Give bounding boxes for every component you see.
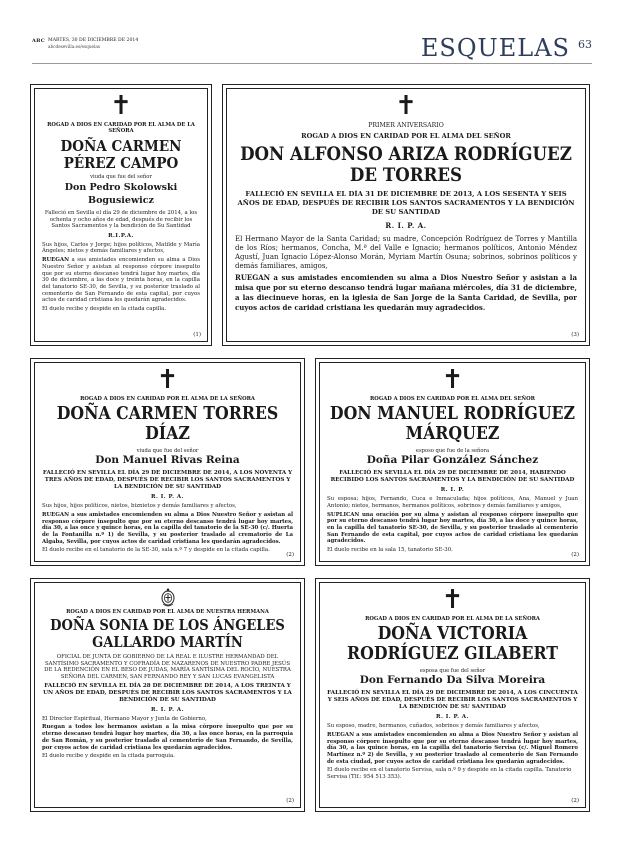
obituary-card [315,578,590,812]
request-text [42,724,293,751]
section-url[interactable]: abcdesevilla.es/esquelas [48,44,101,49]
obituary-card [30,84,212,346]
obituary-inner-frame [226,88,586,342]
spouse-name: Don Fernando Da Silva Moreira [359,674,546,687]
death-notice: FALLECIÓ EN SEVILLA EL DÍA 28 DE DICIEMBRE DE 2014, A LOS TREINTA Y UN AÑOS DE EDAD, DESPUÉS DE RECIBIR LOS SANTOS SACRAMENTOS Y LA BENDICIÓN DE SU SANTIDAD [43,682,292,703]
obituary-card [30,578,305,812]
page-number: 63 [578,38,592,51]
header-rule [32,63,592,64]
issue-date: MARTES, 30 DE DICIEMBRE DE 2014 [48,38,139,43]
deceased-name: DOÑA CARMEN TORRES DÍAZ [56,404,279,444]
spouse-name: Don Manuel Rivas Reina [95,454,240,467]
deceased-name: DOÑA VICTORIA RODRÍGUEZ GILABERT [347,624,558,664]
mourning-note: El duelo recibe y despide en la citada capilla. [42,306,167,313]
notice-ref: (2) [571,798,579,804]
death-notice: FALLECIÓ EN SEVILLA EL DÍA 29 DE DICIEMBRE DE 2014, A LOS NOVENTA Y TRES AÑOS DE EDAD, DESPUÉS DE RECIBIR LOS SANTOS SACRAMENTOS Y LA BENDICIÓN DE SU SANTIDAD [42,470,293,491]
obituary-inner-frame [34,88,208,342]
cross-icon: ✝ [441,585,464,615]
deceased-name: DOÑA SONIA DE LOS ÁNGELES GALLARDO MARTÍN [50,617,285,651]
brand-logo: ABC [32,38,46,44]
death-notice: FALLECIÓ EN SEVILLA EL DÍA 29 DE DICIEMBRE DE 2014, HABIENDO RECIBIDO LOS SANTOS SACRAMENTOS Y LA BENDICIÓN DE SU SANTIDAD [330,470,575,484]
mourning-note: El duelo recibe en el tanatorio Servisa, sala n.º 9 y despide en la citada capilla. Tanatorio Servisa (Tlf.: 954 513 353). [327,767,572,781]
mourning-note: El duelo recibe en la sala 15, tanatorio SE-30. [327,547,453,554]
notice-ref: (3) [571,332,579,338]
prayer-line: ROGAD A DIOS EN CARIDAD POR EL ALMA DE LA SEÑORA [47,122,195,135]
deceased-name: DON ALFONSO ARIZA RODRÍGUEZ DE TORRES [240,144,572,186]
family-text: Su esposa; hijos, Fernando, Cuca e Inmaculada; hijos políticos, Ana, Manuel y Juan Antonio; nietos, hermanos, hermanos políticos, sobrinos y demás familiares y amigos, [327,496,578,509]
request-verb: SUPLICAN [327,511,360,518]
request-body: a sus amistades encomienden su alma a Dios Nuestro Señor y asistan al responso córpore insepulto que por su eterno descanso tendrá lugar hoy martes, día 30, a las quince horas, en la capilla del tanatorio Servisa (c/. Miguel Romero Martínez n.º 2) de Sevilla, y su posterior traslado al cementerio de San Fernando de esta ciudad, por cuyos actos de caridad cristiana les quedarán agradecidos. [327,731,578,765]
request-verb: RUEGAN [42,511,70,518]
request-verb: RUEGAN [235,273,271,283]
death-notice: FALLECIÓ EN SEVILLA EL DÍA 29 DE DICIEMBRE DE 2014, A LOS CINCUENTA Y SEIS AÑOS DE EDAD, DESPUÉS DE RECIBIR LOS SANTOS SACRAMENTOS Y LA BENDICIÓN DE SU SANTIDAD [327,690,578,711]
office-text: OFICIAL DE JUNTA DE GOBIERNO DE LA REAL E ILUSTRE HERMANDAD DEL SANTÍSIMO SACRAMENTO Y COFRADÍA DE NAZARENOS DE NUESTRO PADRE JESÚS DE LA REDENCIÓN EN EL BESO DE JUDAS, MARÍA SANTÍSIMA DEL ROCÍO, NUESTRA SEÑORA DEL CARMEN, SAN FERNANDO REY Y SAN LUCAS EVANGELISTA [44,653,291,680]
prayer-line: ROGAD A DIOS EN CARIDAD POR EL ALMA DE NUESTRA HERMANA [66,609,269,615]
request-body: a sus amistades encomienden su alma a Dios Nuestro Señor y asistan al responso córpore insepulto que por su eterno descanso tendrá lugar hoy martes, día 30 de diciembre, a las doce y treinta horas, en la capilla del tanatorio SE-30, de Sevilla, y su posterior traslado al cementerio de San Fernando de esta capital, por cuyos actos de caridad cristiana les quedarán agradecidos. [42,257,200,304]
notice-ref: (2) [286,552,294,558]
request-text [235,273,577,313]
request-text [327,512,578,546]
request-verb: RUEGAN [327,731,355,738]
brotherhood-emblem-icon [160,587,176,607]
obituary-inner-frame [319,362,586,562]
cross-icon: ✝ [441,365,464,395]
rip-line: R. I. P. A. [436,714,469,721]
obituary-inner-frame [319,582,586,808]
request-body: a sus amistades encomienden su alma a Dios Nuestro Señor y asistan a la misa que por su eterno descanso tendrá lugar mañana miércoles, día 31 de diciembre, a las diecinueve horas, en la iglesia de San Jorge de la Santa Caridad, de Sevilla, por cuyos actos de caridad cristiana les quedarán muy agradecidos. [235,273,577,313]
cross-icon: ✝ [110,91,132,121]
deceased-name: DON MANUEL RODRÍGUEZ MÁRQUEZ [329,404,576,444]
obituary-card [315,358,590,566]
spouse-label: viuda que fue del señor [90,174,152,181]
death-notice: Falleció en Sevilla el día 29 de diciembre de 2014, a los ochenta y ocho años de edad, después de recibir los Santos Sacramentos y la bendición de Su Santidad [44,209,198,230]
cross-icon: ✝ [156,365,179,395]
family-text: Sus hijos, hijos políticos, nietos, biznietos y demás familiares y afectos, [42,503,237,510]
obituary-card [222,84,590,346]
emblem-graphic [160,587,176,607]
page-header [32,34,592,66]
request-body: a sus amistades encomienden su alma a Dios Nuestro Señor y asistan al responso córpore insepulto que por su eterno descanso tendrá lugar hoy martes, día 30, a las once y quince horas, en la capilla del tanatorio de la SE-30 (c/. Huerta de la Fontanilla n.º 1) de Sevilla, y su posterior traslado al crematorio de La Algaba, Sevilla, por cuyos actos de caridad cristiana les quedarán agradecidos. [42,511,293,545]
prayer-line: ROGAD A DIOS EN CARIDAD POR EL ALMA DEL SEÑOR [369,396,535,402]
obituary-inner-frame [34,582,301,808]
section-title: ESQUELAS [420,34,570,62]
prayer-line: ROGAD A DIOS EN CARIDAD POR EL ALMA DEL SEÑOR [301,132,511,140]
rip-line: R. I. P. A. [151,706,184,713]
obituary-card [30,358,305,566]
death-notice: FALLECIÓ EN SEVILLA EL DÍA 31 DE DICIEMBRE DE 2013, A LOS SESENTA Y SEIS AÑOS DE EDAD, DESPUÉS DE RECIBIR LOS SANTOS SACRAMENTOS Y LA BENDICIÓN DE SU SANTIDAD [237,190,575,216]
family-text: Su esposo, madre, hermanos, cuñados, sobrinos y demás familiares y afectos, [327,723,540,730]
request-text [327,732,578,766]
notice-ref: (1) [193,332,201,338]
spouse-name: Don Pedro Skolowski Bogusiewicz [64,181,178,206]
request-verb: RUEGAN [42,257,70,264]
spouse-label: esposa que fue del señor [419,667,486,674]
rip-line: R. I. P. [440,487,465,494]
mourning-note: El duelo recibe y despide en la citada parroquia. [42,753,175,760]
family-text: El Director Espiritual, Hermano Mayor y Junta de Gobierno, [42,715,207,722]
family-text: Sus hijos, Carlos y Jorge; hijos políticos, Matilde y María Ángeles; nietos y demás familiares y afectos, [42,241,200,255]
notice-ref: (2) [571,552,579,558]
anniversary-tag: PRIMER ANIVERSARIO [368,122,444,129]
cross-icon: ✝ [395,91,417,121]
rip-line: R. I. P. A. [385,221,427,231]
request-verb: Ruegan [42,724,66,731]
deceased-name: DOÑA CARMEN PÉREZ CAMPO [60,136,182,172]
obituary-inner-frame [34,362,301,562]
family-text: El Hermano Mayor de la Santa Caridad; su madre, Concepción Rodríguez de Torres y Mantilla de los Ríos; hermanos, Concha, M.ª del Valle e Ignacio; hermanos políticos, Antonio Méndez Agustí, Juan Ignacio López-Alonso Morán, Myriam Martín Osuna; sobrinos, sobrinos políticos y demás familiares, amigos, [235,235,577,271]
rip-line: R. I. P. A. [151,494,184,501]
notice-ref: (2) [286,798,294,804]
request-text [42,512,293,546]
spouse-name: Doña Pilar González Sánchez [366,454,539,467]
mourning-note: El duelo recibe en el tanatorio de la SE-30, sala n.º 7 y despide en la citada capilla. [42,547,270,554]
request-body: una oración por su alma y asistan al responso córpore insepulto que por su eterno descanso tendrá lugar hoy martes, día 30, a las doce y quince horas, en la capilla del tanatorio SE-30, de Sevilla, y su posterior traslado al cementerio San Fernando de esta capital, por cuyos actos de caridad cristiana les quedarán agradecidos. [327,511,578,545]
spouse-label: viuda que fue del señor [136,447,199,454]
spouse-label: esposo que fue de la señora [415,447,490,454]
prayer-line: ROGAD A DIOS EN CARIDAD POR EL ALMA DE LA SEÑORA [80,396,255,402]
request-body: a todos los hermanos asistan a la misa córpore insepulto que por su eterno descanso tendrá lugar hoy martes, día 30, a las once horas, en la parroquia de San Román, y su posterior traslado al cementerio de San Fernando, de Sevilla, por cuyos actos de caridad cristiana les quedarán agradecidos. [42,724,293,751]
request-text [42,257,200,304]
rip-line: R.I.P.A. [108,232,134,239]
prayer-line: ROGAD A DIOS EN CARIDAD POR EL ALMA DE LA SEÑORA [365,616,540,622]
